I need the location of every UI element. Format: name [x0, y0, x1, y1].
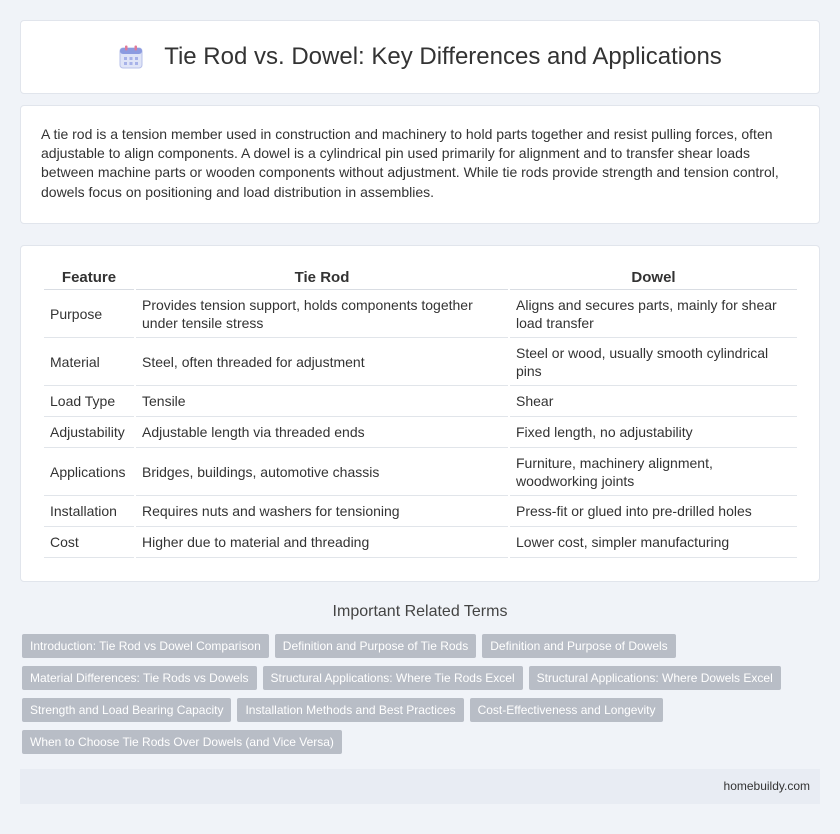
related-tag[interactable]: Definition and Purpose of Dowels	[482, 634, 675, 658]
table-row	[44, 340, 797, 386]
dowel-cell: Steel or wood, usually smooth cylindrical pins	[510, 340, 797, 386]
related-terms-title: Important Related Terms	[332, 603, 508, 620]
related-tag[interactable]: Structural Applications: Where Tie Rods Excel	[263, 666, 523, 690]
tie-rod-cell: Provides tension support, holds components together under tensile stress	[136, 292, 508, 338]
feature-cell: Load Type	[44, 388, 134, 417]
footer	[20, 769, 820, 804]
feature-cell: Adjustability	[44, 419, 134, 448]
related-tag[interactable]: Strength and Load Bearing Capacity	[22, 698, 231, 722]
calendar-icon	[118, 44, 144, 70]
tie-rod-cell: Bridges, buildings, automotive chassis	[136, 450, 508, 496]
footer-site[interactable]: homebuildy.com	[723, 779, 810, 793]
dowel-cell: Lower cost, simpler manufacturing	[510, 529, 797, 558]
table-header-row	[44, 268, 797, 290]
dowel-cell: Aligns and secures parts, mainly for shear load transfer	[510, 292, 797, 338]
dowel-cell: Fixed length, no adjustability	[510, 419, 797, 448]
header-tie-rod: Tie Rod	[136, 268, 508, 290]
tie-rod-cell: Requires nuts and washers for tensioning	[136, 498, 508, 527]
related-tag[interactable]: Cost-Effectiveness and Longevity	[470, 698, 664, 722]
tie-rod-cell: Steel, often threaded for adjustment	[136, 340, 508, 386]
feature-cell: Purpose	[44, 292, 134, 338]
comparison-table	[42, 266, 799, 560]
feature-cell: Cost	[44, 529, 134, 558]
title-card	[20, 20, 820, 94]
related-tag[interactable]: Installation Methods and Best Practices	[237, 698, 463, 722]
feature-cell: Installation	[44, 498, 134, 527]
table-row	[44, 529, 797, 558]
header-feature: Feature	[44, 268, 134, 290]
dowel-cell: Press-fit or glued into pre-drilled holes	[510, 498, 797, 527]
table-row	[44, 450, 797, 496]
related-tag[interactable]: Introduction: Tie Rod vs Dowel Comparison	[22, 634, 269, 658]
table-row	[44, 388, 797, 417]
tie-rod-cell: Tensile	[136, 388, 508, 417]
related-terms-list	[22, 634, 818, 754]
comparison-card	[20, 245, 820, 582]
related-tag[interactable]: Material Differences: Tie Rods vs Dowels	[22, 666, 257, 690]
table-row	[44, 419, 797, 448]
dowel-cell: Furniture, machinery alignment, woodworking joints	[510, 450, 797, 496]
intro-card	[20, 105, 820, 224]
related-tag[interactable]: Structural Applications: Where Dowels Excel	[529, 666, 781, 690]
dowel-cell: Shear	[510, 388, 797, 417]
table-row	[44, 292, 797, 338]
tie-rod-cell: Adjustable length via threaded ends	[136, 419, 508, 448]
page-title: Tie Rod vs. Dowel: Key Differences and Applications	[164, 43, 722, 70]
feature-cell: Material	[44, 340, 134, 386]
table-row	[44, 498, 797, 527]
feature-cell: Applications	[44, 450, 134, 496]
tie-rod-cell: Higher due to material and threading	[136, 529, 508, 558]
header-dowel: Dowel	[510, 268, 797, 290]
related-tag[interactable]: Definition and Purpose of Tie Rods	[275, 634, 476, 658]
intro-paragraph: A tie rod is a tension member used in construction and machinery to hold parts together and resist pulling forces, often adjustable to align components. A dowel is a cylindrical pin used primarily for alignment and to transfer shear loads between machine parts or wooden components without adjustment. While tie rods provide strength and tension control, dowels focus on positioning and load distribution in assemblies.	[41, 126, 779, 200]
related-tag[interactable]: When to Choose Tie Rods Over Dowels (and Vice Versa)	[22, 730, 342, 754]
